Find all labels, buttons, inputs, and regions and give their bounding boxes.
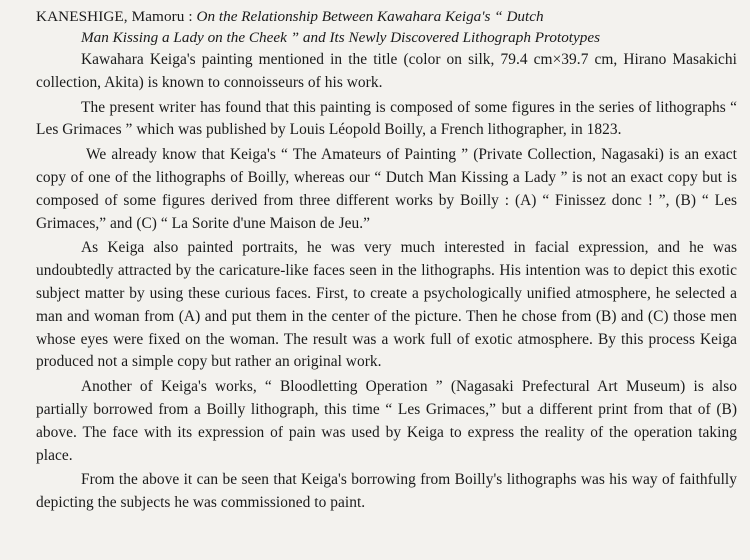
- article-title-line-1: On the Relationship Between Kawahara Keiga's “ Dutch: [196, 8, 544, 25]
- paragraph-4: As Keiga also painted portraits, he was very much interested in facial expression, and he was undoubtedly attracted by the caricature-like faces seen in the lithographs. His intention was to depict this exotic subject matter by using these curious faces. First, to create a psychologically unified atmosphere, he selected a man and woman from (A) and put them in the center of the picture. Then he chose from (B) and (C) those men whose eyes were fixed on the woman. The result was a work full of exotic atmosphere. By this process Keiga produced not a simple copy but rather an original work.: [36, 239, 737, 371]
- paragraph-2: The present writer has found that this painting is composed of some figures in the series of lithographs “ Les Grimaces ” which was published by Louis Léopold Boilly, a French lithographer, in 1823.: [36, 98, 737, 139]
- paragraph-3: We already know that Keiga's “ The Amateurs of Painting ” (Private Collection, Nagasaki) is an exact copy of one of the lithographs of Boilly, whereas our “ Dutch Man Kissing a Lady ” is not an exact copy but is composed of some figures derived from three different works by Boilly : (A) “ Finissez donc ! ”, (B) “ Les Grimaces,” and (C) “ La Sorite d'une Maison de Jeu.”: [36, 146, 737, 232]
- author-name: KANESHIGE, Mamoru :: [36, 8, 193, 25]
- article-title-line-2: Man Kissing a Lady on the Cheek ” and Its Newly Discovered Lithograph Prototypes: [81, 29, 600, 46]
- article-header: [36, 6, 737, 27]
- article-title-continuation: [36, 27, 737, 48]
- paragraph-1: Kawahara Keiga's painting mentioned in the title (color on silk, 79.4 cm×39.7 cm, Hirano Masakichi collection, Akita) is known to connoisseurs of his work.: [36, 51, 737, 91]
- paragraph-5: Another of Keiga's works, “ Bloodletting Operation ” (Nagasaki Prefectural Art Museum) is also partially borrowed from a Boilly lithograph, this time “ Les Grimaces,” but a different print from that of (B) above. The face with its expression of pain was used by Keiga to express the reality of the operation taking place.: [36, 378, 737, 464]
- paragraph-6: From the above it can be seen that Keiga's borrowing from Boilly's lithographs was his way of faithfully depicting the subjects he was commissioned to paint.: [36, 471, 737, 512]
